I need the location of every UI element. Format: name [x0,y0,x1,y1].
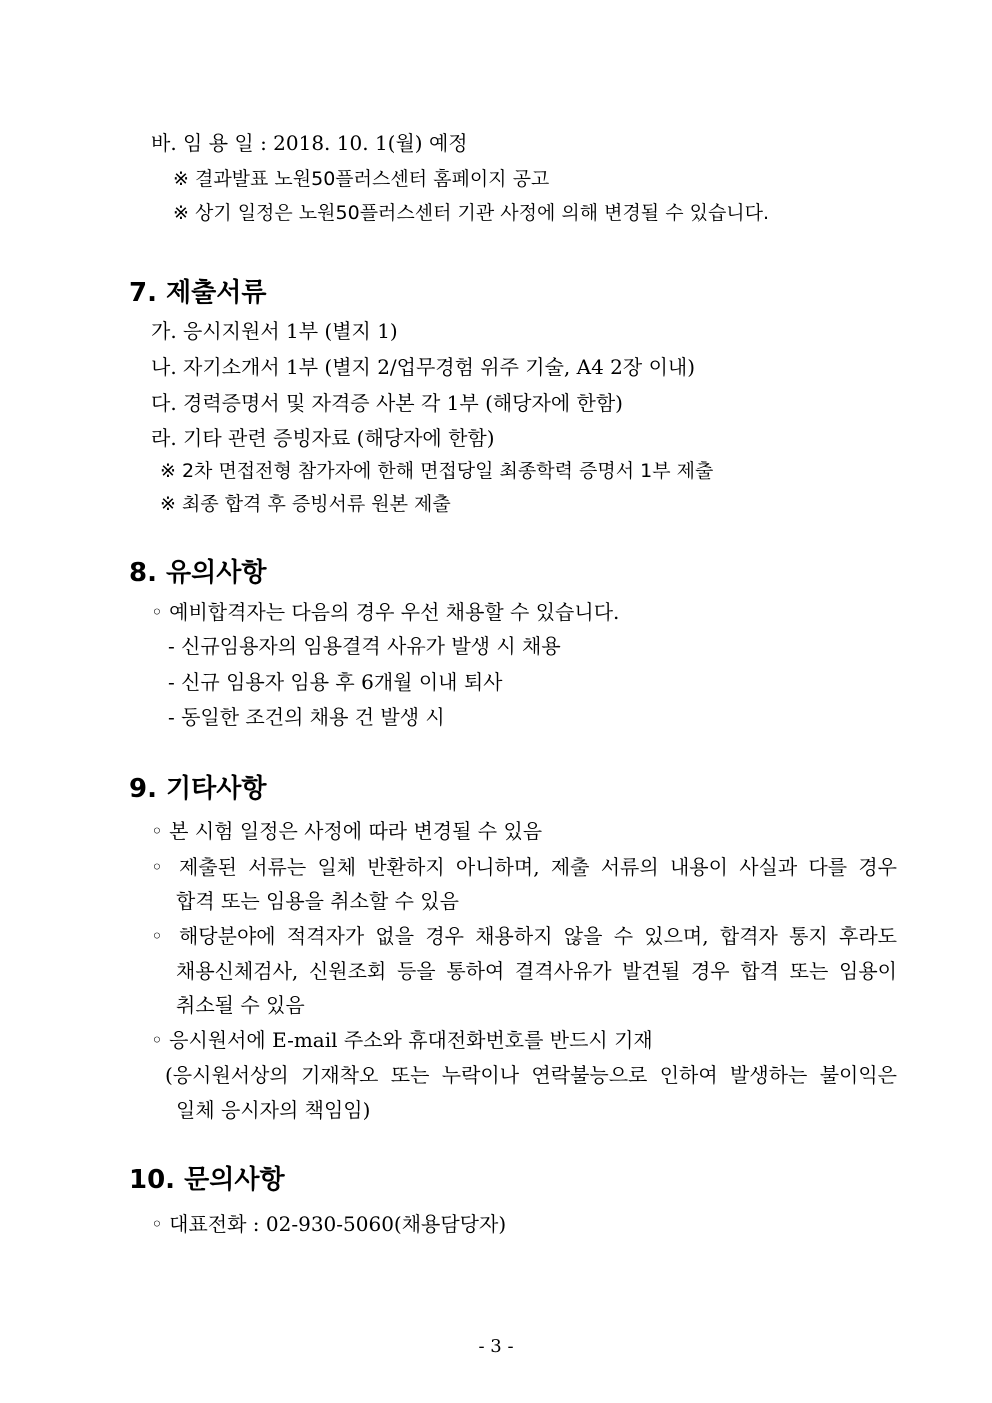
reserve-intro: ◦ 예비합격자는 다음의 경우 우선 채용할 수 있습니다. [151,600,620,624]
notice-schedule-change: ※ 상기 일정은 노원50플러스센터 기관 사정에 의해 변경될 수 있습니다. [173,202,770,224]
doc-item: 다. 경력증명서 및 자격증 사본 각 1부 (해당자에 한함) [151,391,623,415]
contact-phone: ◦ 대표전화 : 02-930-5060(채용담당자) [151,1212,507,1236]
other-item-note: (응시원서상의 기재착오 또는 누락이나 연락불능으로 인하여 발생하는 불이익은 [165,1063,897,1087]
section-7-title: 7. 제출서류 [129,278,267,308]
other-item-cont: 취소될 수 있음 [176,993,305,1017]
appointment-date: 바. 임 용 일 : 2018. 10. 1(월) 예정 [151,131,468,155]
other-item: ◦ 응시원서에 E-mail 주소와 휴대전화번호를 반드시 기재 [151,1028,653,1052]
doc-item: 가. 응시지원서 1부 (별지 1) [151,319,398,343]
doc-item: 나. 자기소개서 1부 (별지 2/업무경험 위주 기술, A4 2장 이내) [151,355,696,379]
page-number: - 3 - [478,1336,514,1357]
doc-item: 라. 기타 관련 증빙자료 (해당자에 한함) [151,426,495,450]
other-item-cont: 합격 또는 임용을 취소할 수 있음 [176,889,459,913]
other-item: ◦ 해당분야에 적격자가 없을 경우 채용하지 않을 수 있으며, 합격자 통지 후라도 [151,924,897,948]
notice-result: ※ 결과발표 노원50플러스센터 홈페이지 공고 [173,168,550,190]
other-item: ◦ 본 시험 일정은 사정에 따라 변경될 수 있음 [151,819,543,843]
reserve-item: - 신규임용자의 임용결격 사유가 발생 시 채용 [168,634,561,658]
section-9-title: 9. 기타사항 [129,774,267,804]
other-item: ◦ 제출된 서류는 일체 반환하지 아니하며, 제출 서류의 내용이 사실과 다를 경우 [151,855,897,879]
other-item-cont: 채용신체검사, 신원조회 등을 통하여 결격사유가 발견될 경우 합격 또는 임용이 [176,959,897,983]
reserve-item: - 신규 임용자 임용 후 6개월 이내 퇴사 [168,670,503,694]
doc-note: ※ 최종 합격 후 증빙서류 원본 제출 [160,493,451,515]
other-item-note-cont: 일체 응시자의 책임임) [176,1098,371,1122]
doc-note: ※ 2차 면접전형 참가자에 한해 면접당일 최종학력 증명서 1부 제출 [160,460,714,482]
reserve-item: - 동일한 조건의 채용 건 발생 시 [168,705,445,729]
section-10-title: 10. 문의사항 [129,1165,285,1195]
section-8-title: 8. 유의사항 [129,558,267,588]
